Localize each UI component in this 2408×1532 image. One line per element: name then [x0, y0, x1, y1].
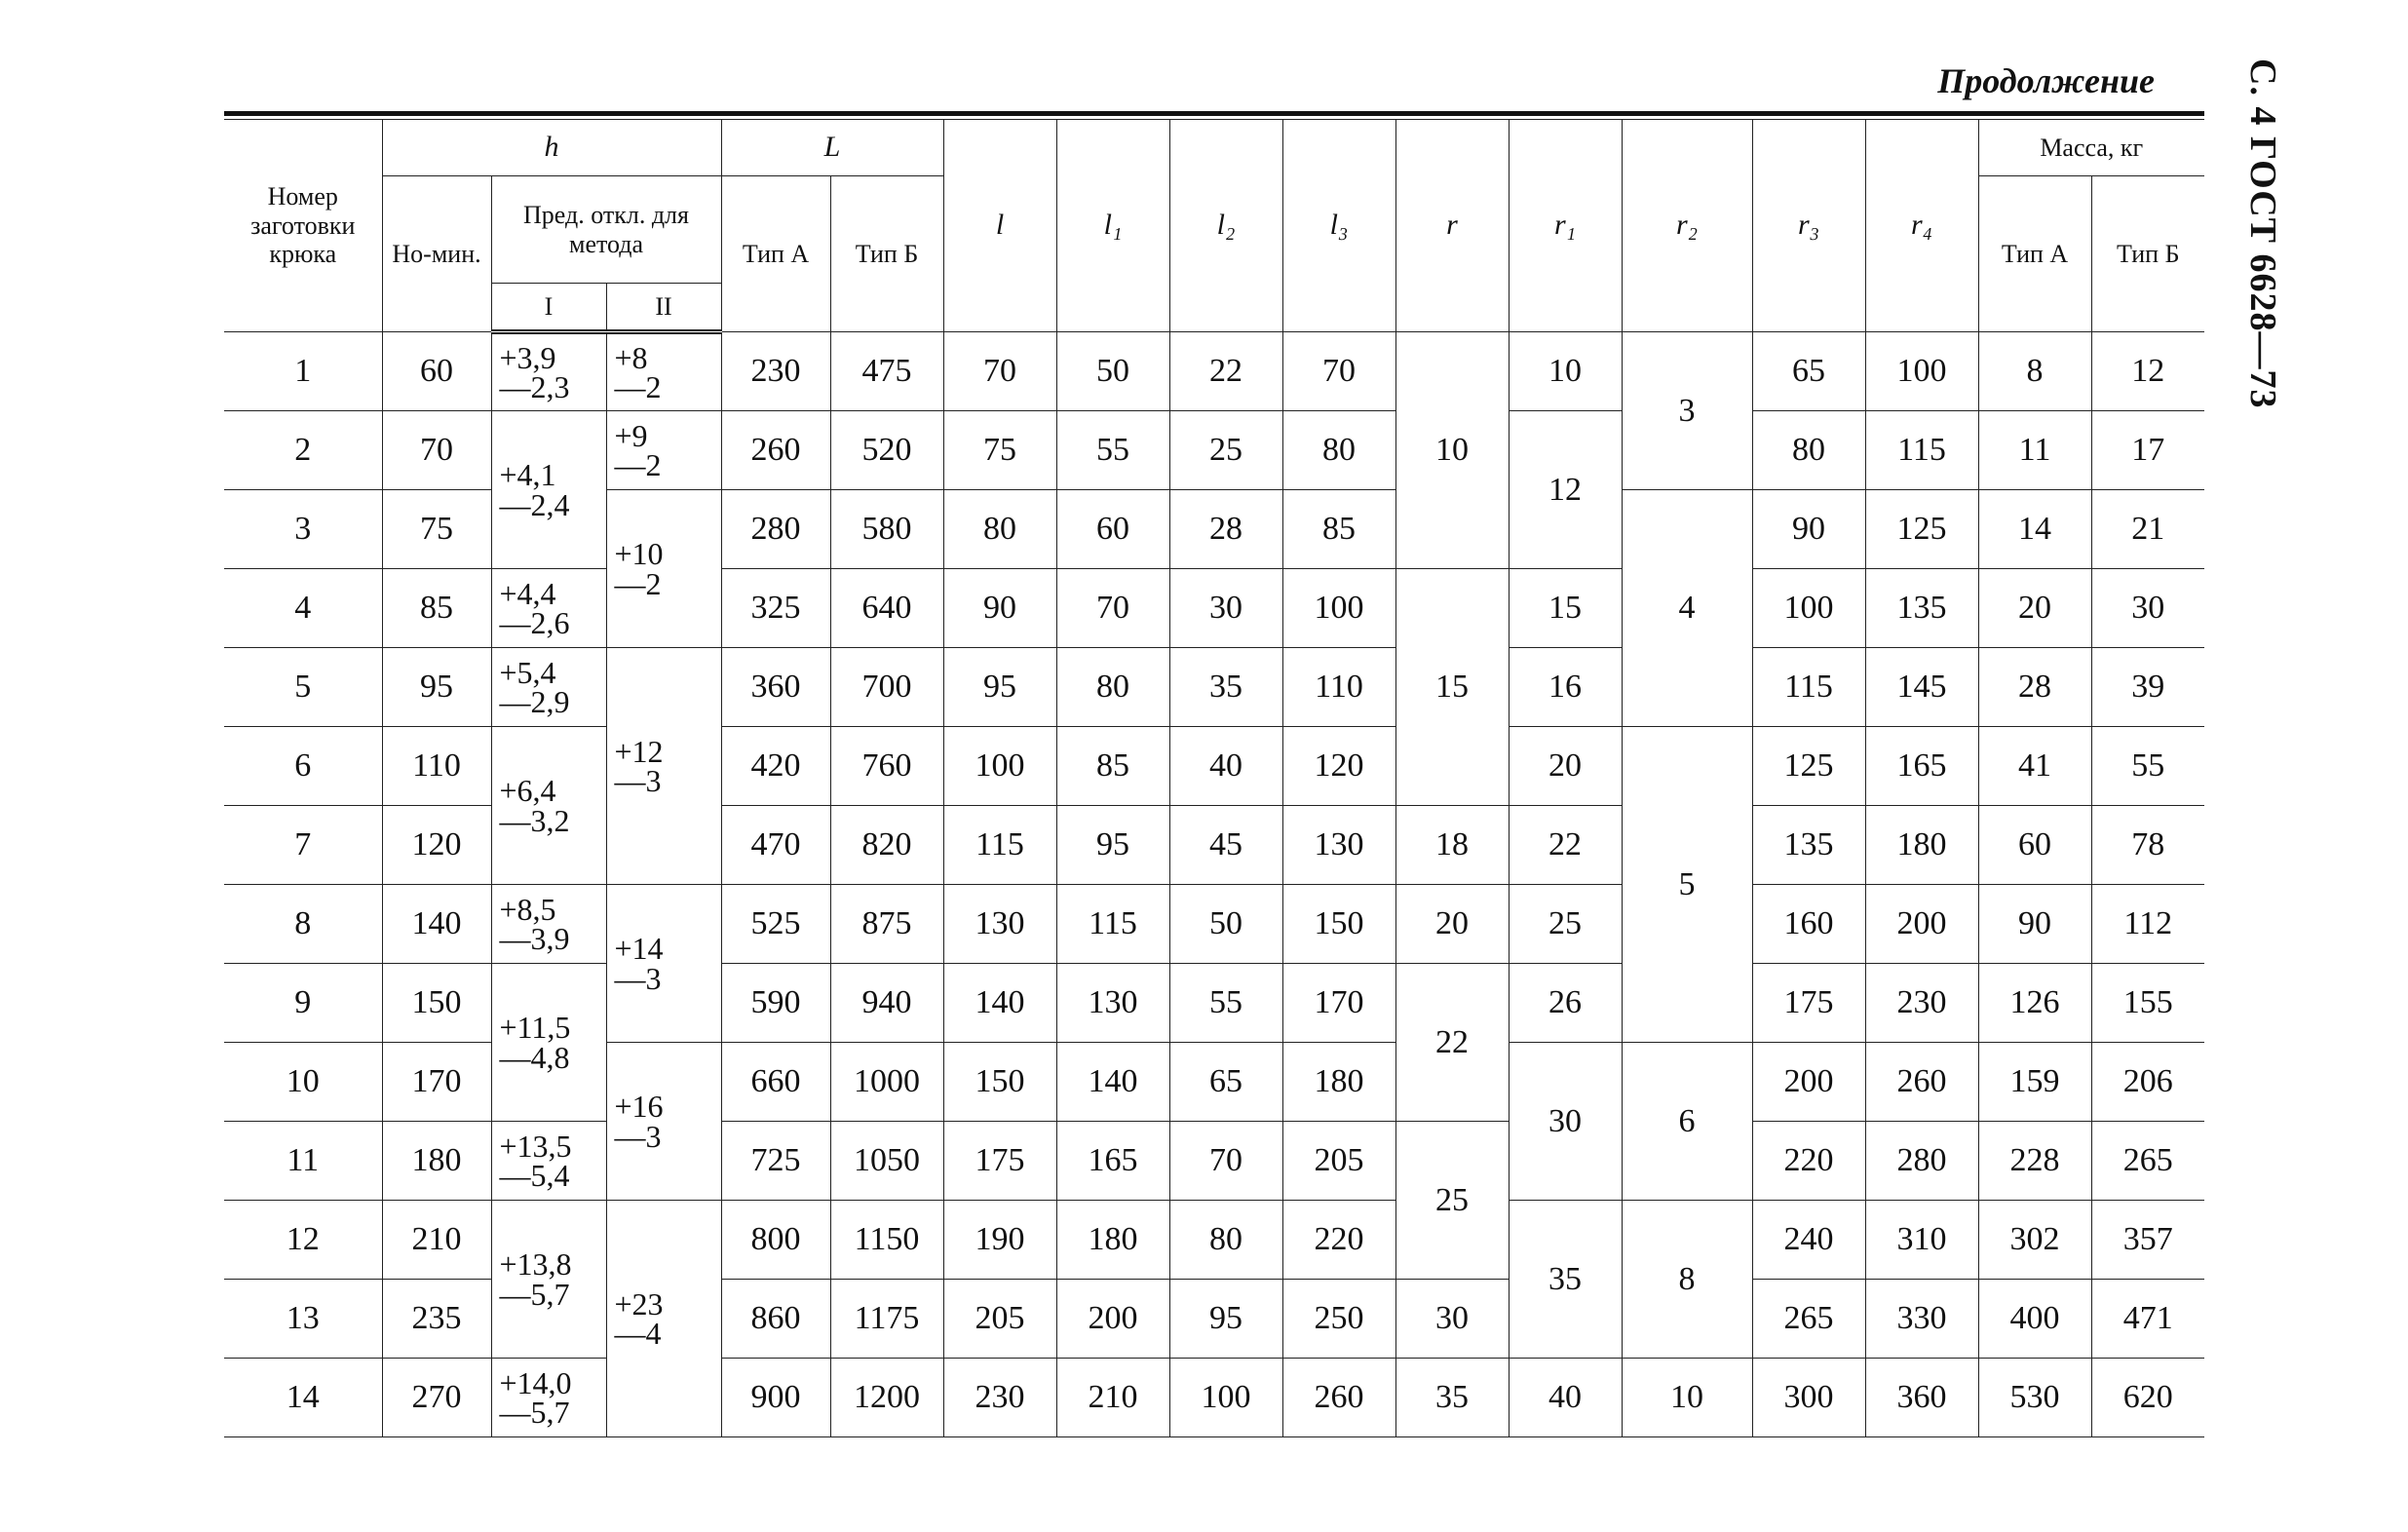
r3-cell: 115 [1752, 648, 1865, 727]
L-type-b-cell: 1150 [830, 1201, 943, 1280]
r3-cell: 90 [1752, 490, 1865, 569]
tolerance-method-1-cell-plus: +6,4 [499, 773, 556, 809]
side-title-text: С. 4 ГОСТ 6628—73 [2242, 58, 2283, 409]
r-cell: 20 [1395, 885, 1509, 964]
h-nominal-cell: 170 [382, 1043, 491, 1122]
r4-cell: 330 [1865, 1280, 1978, 1359]
r4-cell: 360 [1865, 1359, 1978, 1437]
l1-cell: 60 [1056, 490, 1169, 569]
hook-number-cell: 7 [224, 806, 382, 885]
r3-cell: 125 [1752, 727, 1865, 806]
hook-number-cell: 2 [224, 411, 382, 490]
l3-cell: 70 [1282, 332, 1395, 411]
table-row [224, 569, 2204, 648]
L-type-b-cell: 1200 [830, 1359, 943, 1437]
table-row [224, 1201, 2204, 1280]
h-nominal-cell: 235 [382, 1280, 491, 1359]
h-nominal-cell: 140 [382, 885, 491, 964]
hook-number-cell: 10 [224, 1043, 382, 1122]
l1-cell: 70 [1056, 569, 1169, 648]
header-mass-type-b: Тип Б [2091, 176, 2204, 332]
l3-cell: 110 [1282, 648, 1395, 727]
header-mass: Масса, кг [1978, 120, 2204, 176]
r4-cell: 115 [1865, 411, 1978, 490]
header-r3: r₃ [1752, 120, 1865, 332]
tolerance-method-1-cell [491, 411, 606, 569]
r2-cell: 6 [1622, 1043, 1752, 1201]
hook-number-cell: 13 [224, 1280, 382, 1359]
L-type-a-cell: 725 [721, 1122, 830, 1201]
r-cell: 15 [1395, 569, 1509, 806]
L-type-b-cell: 1175 [830, 1280, 943, 1359]
tolerance-method-2-cell-minus: —2 [614, 447, 662, 482]
l1-cell: 95 [1056, 806, 1169, 885]
h-nominal-cell: 150 [382, 964, 491, 1043]
mass-type-a-cell: 8 [1978, 332, 2091, 411]
mass-type-a-cell: 530 [1978, 1359, 2091, 1437]
L-type-a-cell: 360 [721, 648, 830, 727]
mass-type-a-cell: 126 [1978, 964, 2091, 1043]
tolerance-method-1-cell-minus: —2,9 [499, 684, 570, 719]
mass-type-b-cell: 620 [2091, 1359, 2204, 1437]
l3-cell: 170 [1282, 964, 1395, 1043]
tolerance-method-1-cell-plus: +5,4 [499, 654, 556, 690]
L-type-a-cell: 900 [721, 1359, 830, 1437]
r3-cell: 135 [1752, 806, 1865, 885]
r-cell: 10 [1395, 332, 1509, 569]
L-type-b-cell: 760 [830, 727, 943, 806]
header-l1: l₁ [1056, 120, 1169, 332]
l2-cell: 35 [1169, 648, 1282, 727]
mass-type-a-cell: 159 [1978, 1043, 2091, 1122]
r3-cell: 175 [1752, 964, 1865, 1043]
hook-number-cell: 9 [224, 964, 382, 1043]
tolerance-method-2-cell [606, 648, 721, 885]
l3-cell: 220 [1282, 1201, 1395, 1280]
l-cell: 150 [943, 1043, 1056, 1122]
l3-cell: 180 [1282, 1043, 1395, 1122]
l2-cell: 55 [1169, 964, 1282, 1043]
r4-cell: 260 [1865, 1043, 1978, 1122]
mass-type-a-cell: 400 [1978, 1280, 2091, 1359]
tolerance-method-2-cell-minus: —3 [614, 960, 662, 996]
mass-type-b-cell: 55 [2091, 727, 2204, 806]
r2-cell: 5 [1622, 727, 1752, 1043]
r-cell: 30 [1395, 1280, 1509, 1359]
l2-cell: 65 [1169, 1043, 1282, 1122]
r1-cell: 22 [1509, 806, 1622, 885]
r4-cell: 125 [1865, 490, 1978, 569]
mass-type-a-cell: 41 [1978, 727, 2091, 806]
tolerance-method-1-cell-minus: —5,7 [499, 1395, 570, 1430]
l-cell: 75 [943, 411, 1056, 490]
hook-number-cell: 6 [224, 727, 382, 806]
l2-cell: 95 [1169, 1280, 1282, 1359]
header-r2: r₂ [1622, 120, 1752, 332]
L-type-b-cell: 940 [830, 964, 943, 1043]
header-r4: r₄ [1865, 120, 1978, 332]
header-h: h [382, 120, 721, 176]
table-row [224, 1122, 2204, 1201]
r4-cell: 135 [1865, 569, 1978, 648]
mass-type-b-cell: 39 [2091, 648, 2204, 727]
r4-cell: 230 [1865, 964, 1978, 1043]
l2-cell: 25 [1169, 411, 1282, 490]
tolerance-method-1-cell-plus: +14,0 [499, 1364, 572, 1400]
r1-cell: 10 [1509, 332, 1622, 411]
tolerance-method-1-cell-minus: —4,8 [499, 1039, 570, 1075]
l1-cell: 80 [1056, 648, 1169, 727]
l1-cell: 50 [1056, 332, 1169, 411]
r3-cell: 100 [1752, 569, 1865, 648]
tolerance-method-2-cell-plus: +8 [614, 339, 648, 375]
r2-cell: 10 [1622, 1359, 1752, 1437]
header-L: L [721, 120, 943, 176]
l1-cell: 140 [1056, 1043, 1169, 1122]
header-hook-number: Номер заготовки крюка [224, 120, 382, 332]
L-type-a-cell: 660 [721, 1043, 830, 1122]
l3-cell: 130 [1282, 806, 1395, 885]
mass-type-a-cell: 60 [1978, 806, 2091, 885]
tolerance-method-1-cell-minus: —3,9 [499, 921, 570, 956]
hook-number-cell: 11 [224, 1122, 382, 1201]
r4-cell: 200 [1865, 885, 1978, 964]
L-type-b-cell: 640 [830, 569, 943, 648]
tolerance-method-1-cell-minus: —2,3 [499, 369, 570, 404]
tolerance-method-2-cell-plus: +14 [614, 931, 664, 967]
continuation-label: Продолжение [1937, 61, 2155, 100]
l3-cell: 80 [1282, 411, 1395, 490]
tolerance-method-1-cell [491, 885, 606, 964]
r3-cell: 80 [1752, 411, 1865, 490]
r-cell: 18 [1395, 806, 1509, 885]
mass-type-b-cell: 112 [2091, 885, 2204, 964]
tolerance-method-2-cell-plus: +23 [614, 1285, 664, 1321]
l1-cell: 130 [1056, 964, 1169, 1043]
mass-type-a-cell: 90 [1978, 885, 2091, 964]
mass-type-b-cell: 78 [2091, 806, 2204, 885]
header-r: r [1395, 120, 1509, 332]
r1-cell: 26 [1509, 964, 1622, 1043]
tolerance-method-2-cell-plus: +9 [614, 417, 648, 453]
tolerance-method-2-cell-minus: —3 [614, 1118, 662, 1154]
mass-type-b-cell: 30 [2091, 569, 2204, 648]
l2-cell: 80 [1169, 1201, 1282, 1280]
tolerance-method-2-cell-plus: +10 [614, 536, 664, 572]
dimensions-table [224, 119, 2204, 1437]
r1-cell: 15 [1509, 569, 1622, 648]
l-cell: 100 [943, 727, 1056, 806]
l2-cell: 22 [1169, 332, 1282, 411]
tolerance-method-1-cell-minus: —2,6 [499, 605, 570, 640]
hook-number-cell: 3 [224, 490, 382, 569]
header-nominal: Но-мин. [382, 176, 491, 332]
l1-cell: 115 [1056, 885, 1169, 964]
L-type-a-cell: 280 [721, 490, 830, 569]
header-r1: r₁ [1509, 120, 1622, 332]
l-cell: 90 [943, 569, 1056, 648]
tolerance-method-1-cell [491, 332, 606, 411]
r-cell: 22 [1395, 964, 1509, 1122]
l2-cell: 28 [1169, 490, 1282, 569]
l2-cell: 40 [1169, 727, 1282, 806]
header-method-2: II [606, 284, 721, 332]
r4-cell: 310 [1865, 1201, 1978, 1280]
tolerance-method-1-cell [491, 727, 606, 885]
tolerance-method-1-cell [491, 964, 606, 1122]
l-cell: 115 [943, 806, 1056, 885]
L-type-b-cell: 700 [830, 648, 943, 727]
l2-cell: 50 [1169, 885, 1282, 964]
r3-cell: 220 [1752, 1122, 1865, 1201]
L-type-a-cell: 800 [721, 1201, 830, 1280]
table-row [224, 332, 2204, 411]
tolerance-method-1-cell [491, 1201, 606, 1359]
h-nominal-cell: 75 [382, 490, 491, 569]
r1-cell: 40 [1509, 1359, 1622, 1437]
hook-number-cell: 8 [224, 885, 382, 964]
r4-cell: 280 [1865, 1122, 1978, 1201]
l2-cell: 30 [1169, 569, 1282, 648]
tolerance-method-2-cell [606, 411, 721, 490]
l-cell: 130 [943, 885, 1056, 964]
mass-type-a-cell: 20 [1978, 569, 2091, 648]
h-nominal-cell: 70 [382, 411, 491, 490]
L-type-b-cell: 520 [830, 411, 943, 490]
l3-cell: 120 [1282, 727, 1395, 806]
l3-cell: 85 [1282, 490, 1395, 569]
l2-cell: 100 [1169, 1359, 1282, 1437]
l-cell: 230 [943, 1359, 1056, 1437]
l1-cell: 85 [1056, 727, 1169, 806]
r2-cell: 4 [1622, 490, 1752, 727]
table-row [224, 727, 2204, 806]
tolerance-method-1-cell-minus: —5,7 [499, 1276, 570, 1312]
L-type-b-cell: 820 [830, 806, 943, 885]
mass-type-b-cell: 21 [2091, 490, 2204, 569]
l1-cell: 210 [1056, 1359, 1169, 1437]
mass-type-a-cell: 302 [1978, 1201, 2091, 1280]
tolerance-method-1-cell-plus: +8,5 [499, 891, 556, 927]
L-type-a-cell: 525 [721, 885, 830, 964]
table-row [224, 885, 2204, 964]
r4-cell: 180 [1865, 806, 1978, 885]
mass-type-b-cell: 155 [2091, 964, 2204, 1043]
L-type-b-cell: 875 [830, 885, 943, 964]
h-nominal-cell: 85 [382, 569, 491, 648]
l3-cell: 205 [1282, 1122, 1395, 1201]
h-nominal-cell: 60 [382, 332, 491, 411]
r1-cell: 20 [1509, 727, 1622, 806]
tolerance-method-2-cell [606, 1043, 721, 1201]
tolerance-method-2-cell [606, 490, 721, 648]
mass-type-a-cell: 228 [1978, 1122, 2091, 1201]
l-cell: 70 [943, 332, 1056, 411]
table-header [224, 120, 2204, 332]
tolerance-method-1-cell-plus: +11,5 [499, 1010, 571, 1046]
h-nominal-cell: 95 [382, 648, 491, 727]
r2-cell: 8 [1622, 1201, 1752, 1359]
h-nominal-cell: 180 [382, 1122, 491, 1201]
table-row [224, 964, 2204, 1043]
tolerance-method-1-cell-minus: —5,4 [499, 1158, 570, 1193]
tolerance-method-2-cell-minus: —2 [614, 369, 662, 404]
tolerance-method-1-cell [491, 569, 606, 648]
r4-cell: 165 [1865, 727, 1978, 806]
tolerance-method-1-cell-plus: +4,1 [499, 457, 556, 493]
header-L-type-a: Тип А [721, 176, 830, 332]
h-nominal-cell: 210 [382, 1201, 491, 1280]
r3-cell: 265 [1752, 1280, 1865, 1359]
l-cell: 80 [943, 490, 1056, 569]
r3-cell: 160 [1752, 885, 1865, 964]
r1-cell: 16 [1509, 648, 1622, 727]
tolerance-method-1-cell-plus: +13,5 [499, 1128, 572, 1164]
l1-cell: 200 [1056, 1280, 1169, 1359]
L-type-a-cell: 590 [721, 964, 830, 1043]
L-type-a-cell: 325 [721, 569, 830, 648]
mass-type-b-cell: 471 [2091, 1280, 2204, 1359]
r1-cell: 12 [1509, 411, 1622, 569]
hook-number-cell: 12 [224, 1201, 382, 1280]
r3-cell: 300 [1752, 1359, 1865, 1437]
tolerance-method-1-cell [491, 648, 606, 727]
mass-type-b-cell: 17 [2091, 411, 2204, 490]
r1-cell: 35 [1509, 1201, 1622, 1359]
document-side-title [2241, 58, 2319, 448]
tolerance-method-2-cell-minus: —3 [614, 763, 662, 798]
r1-cell: 25 [1509, 885, 1622, 964]
l3-cell: 100 [1282, 569, 1395, 648]
r3-cell: 240 [1752, 1201, 1865, 1280]
l2-cell: 45 [1169, 806, 1282, 885]
l-cell: 175 [943, 1122, 1056, 1201]
L-type-b-cell: 475 [830, 332, 943, 411]
l1-cell: 55 [1056, 411, 1169, 490]
table-row [224, 648, 2204, 727]
top-rule [224, 111, 2204, 116]
header-mass-type-a: Тип А [1978, 176, 2091, 332]
tolerance-method-1-cell [491, 1359, 606, 1437]
tolerance-method-1-cell-minus: —3,2 [499, 802, 570, 838]
l2-cell: 70 [1169, 1122, 1282, 1201]
L-type-a-cell: 860 [721, 1280, 830, 1359]
h-nominal-cell: 120 [382, 806, 491, 885]
mass-type-a-cell: 14 [1978, 490, 2091, 569]
tolerance-method-1-cell [491, 1122, 606, 1201]
r4-cell: 145 [1865, 648, 1978, 727]
l-cell: 140 [943, 964, 1056, 1043]
tolerance-method-2-cell-plus: +12 [614, 733, 664, 769]
header-l2: l₂ [1169, 120, 1282, 332]
L-type-b-cell: 1050 [830, 1122, 943, 1201]
header-tolerance: Пред. откл. для метода [491, 176, 721, 284]
L-type-b-cell: 580 [830, 490, 943, 569]
tolerance-method-1-cell-plus: +3,9 [499, 339, 556, 375]
header-L-type-b: Тип Б [830, 176, 943, 332]
table-body [224, 332, 2204, 1437]
header-l: l [943, 120, 1056, 332]
header-method-1: I [491, 284, 606, 332]
mass-type-b-cell: 206 [2091, 1043, 2204, 1122]
tolerance-method-1-cell-plus: +13,8 [499, 1246, 572, 1283]
r4-cell: 100 [1865, 332, 1978, 411]
table-row [224, 1359, 2204, 1437]
L-type-a-cell: 260 [721, 411, 830, 490]
l3-cell: 250 [1282, 1280, 1395, 1359]
r-cell: 25 [1395, 1122, 1509, 1280]
hook-number-cell: 14 [224, 1359, 382, 1437]
l-cell: 95 [943, 648, 1056, 727]
r3-cell: 65 [1752, 332, 1865, 411]
l1-cell: 180 [1056, 1201, 1169, 1280]
l-cell: 205 [943, 1280, 1056, 1359]
r-cell: 35 [1395, 1359, 1509, 1437]
mass-type-a-cell: 11 [1978, 411, 2091, 490]
table-row [224, 411, 2204, 490]
r3-cell: 200 [1752, 1043, 1865, 1122]
tolerance-method-2-cell-plus: +16 [614, 1089, 664, 1125]
mass-type-a-cell: 28 [1978, 648, 2091, 727]
hook-number-cell: 4 [224, 569, 382, 648]
tolerance-method-1-cell-plus: +4,4 [499, 575, 556, 611]
hook-number-cell: 1 [224, 332, 382, 411]
mass-type-b-cell: 12 [2091, 332, 2204, 411]
tolerance-method-1-cell-minus: —2,4 [499, 486, 570, 522]
l-cell: 190 [943, 1201, 1056, 1280]
mass-type-b-cell: 265 [2091, 1122, 2204, 1201]
r2-cell: 3 [1622, 332, 1752, 490]
l3-cell: 260 [1282, 1359, 1395, 1437]
hook-number-cell: 5 [224, 648, 382, 727]
L-type-a-cell: 230 [721, 332, 830, 411]
header-l3: l₃ [1282, 120, 1395, 332]
tolerance-method-2-cell-minus: —4 [614, 1316, 662, 1351]
h-nominal-cell: 110 [382, 727, 491, 806]
L-type-a-cell: 470 [721, 806, 830, 885]
l3-cell: 150 [1282, 885, 1395, 964]
l1-cell: 165 [1056, 1122, 1169, 1201]
tolerance-method-2-cell [606, 1201, 721, 1437]
L-type-a-cell: 420 [721, 727, 830, 806]
r1-cell: 30 [1509, 1043, 1622, 1201]
h-nominal-cell: 270 [382, 1359, 491, 1437]
tolerance-method-2-cell [606, 332, 721, 411]
L-type-b-cell: 1000 [830, 1043, 943, 1122]
tolerance-method-2-cell [606, 885, 721, 1043]
mass-type-b-cell: 357 [2091, 1201, 2204, 1280]
tolerance-method-2-cell-minus: —2 [614, 565, 662, 601]
